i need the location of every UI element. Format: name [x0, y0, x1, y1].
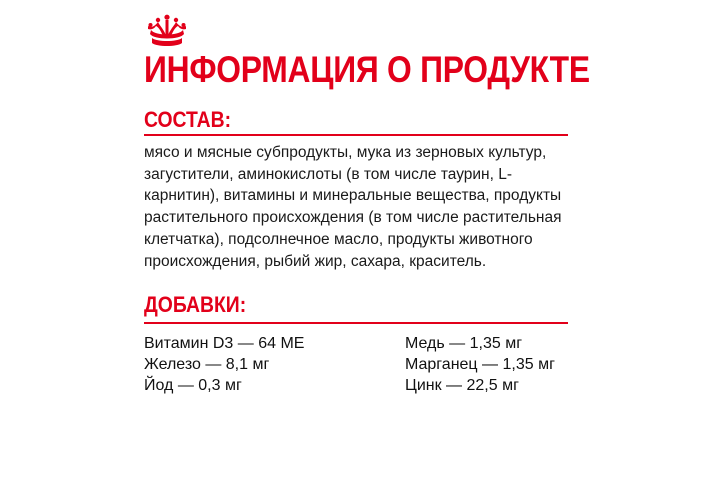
crown-icon	[144, 14, 190, 48]
additive-item: Витамин D3 — 64 МЕ	[144, 335, 305, 352]
composition-heading-text: СОСТАВ:	[144, 107, 232, 132]
additive-item: Марганец — 1,35 мг	[405, 356, 555, 373]
page-title: ИНФОРМАЦИЯ О ПРОДУКТЕ	[144, 49, 590, 90]
additive-item: Медь — 1,35 мг	[405, 335, 523, 352]
additive-item: Цинк — 22,5 мг	[405, 377, 519, 394]
additives-divider	[144, 322, 568, 324]
additive-item: Йод — 0,3 мг	[144, 377, 242, 394]
additives-heading	[144, 291, 568, 319]
additives-left-column	[144, 333, 304, 396]
additive-item: Железо — 8,1 мг	[144, 356, 270, 373]
additives-right-column	[405, 333, 555, 396]
composition-divider	[144, 134, 568, 136]
composition-heading	[144, 106, 568, 134]
composition-text: мясо и мясные субпродукты, мука из зерновых культур, загустители, аминокислоты (в том числе таурин, L-карнитин), витамины и минеральные вещества, продукты растительного происхождения (в том числе растительная клетчатка), подсолнечное масло, продукты животного происхождения, рыбий жир, сахара, краситель.	[144, 144, 562, 270]
additives-heading-text: ДОБАВКИ:	[144, 292, 247, 317]
